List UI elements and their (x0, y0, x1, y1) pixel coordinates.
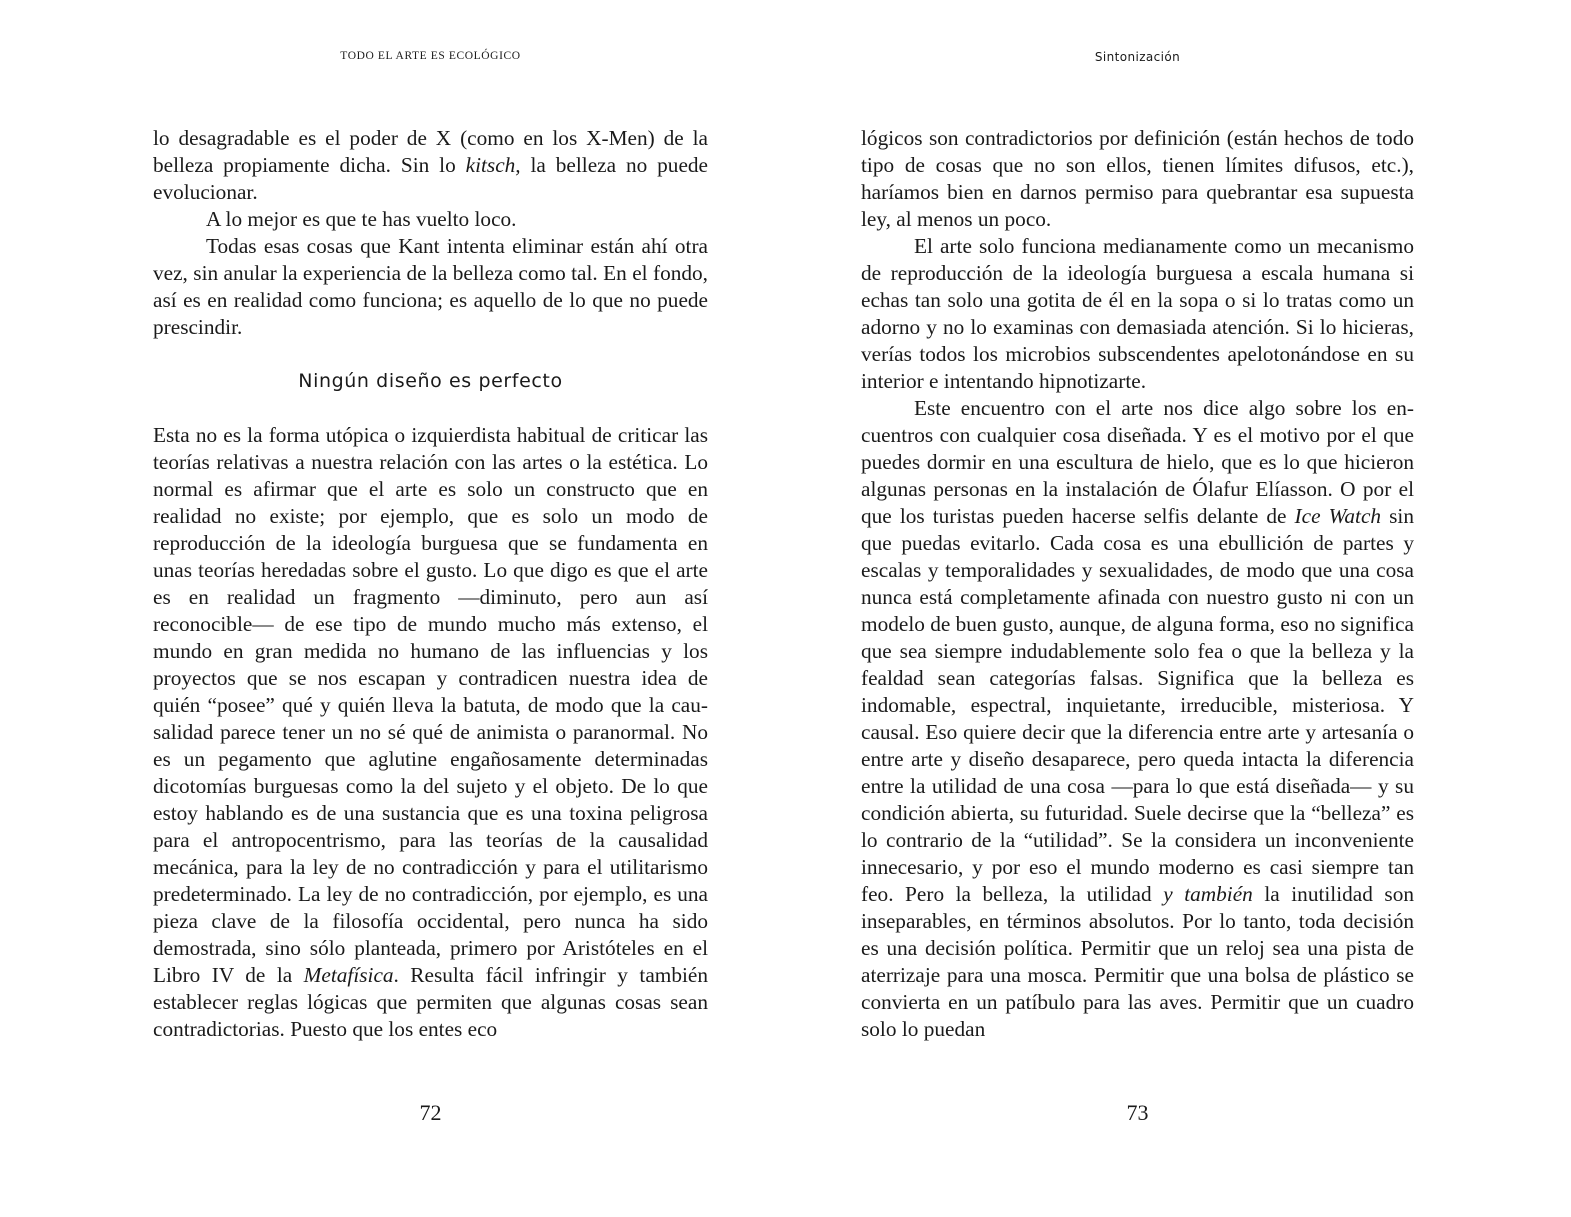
paragraph (153, 422, 708, 1043)
left-page-body (153, 125, 708, 1043)
italic-text: Ice Watch (1294, 504, 1382, 528)
paragraph: El arte solo funciona medianamente como un mecanismo de reproducción de la ideología burguesa a escala humana si echas tan solo una gotita de él en la sopa o si lo tratas como un adorno y no lo examinas con demasiada atención. Si lo hicieras, verías todos los microbios subscendentes apelotonándose en su interior e intentando hipnotizarte. (861, 234, 1414, 393)
italic-text: Metafísica (303, 963, 394, 987)
paragraph (153, 125, 708, 206)
section-heading: Ningún diseño es perfecto (298, 370, 563, 392)
italic-text: y también (1163, 882, 1253, 906)
running-head-book-title: TODO EL ARTE ES ECOLÓGICO (340, 50, 521, 62)
paragraph (861, 395, 1414, 1043)
text-run: la belleza no puede evolucionar. (153, 153, 709, 204)
right-page-body (861, 125, 1414, 1043)
paragraph: Todas esas cosas que Kant intenta eliminar están ahí otra vez, sin anular la experiencia de la belleza como tal. En el fondo, así es en realidad como funciona; es aquello de lo que no puede prescindir. (153, 234, 708, 339)
italic-text: kitsch, (465, 153, 521, 177)
text-run: sin que puedas evitarlo. Cada cosa es una ebullición de partes y escalas y temporalidades y sexualidades, de modo que una cosa nunca está completamente afinada con nuestro gusto ni con un modelo de buen gusto, aunque, de alguna forma, eso no significa que sea siempre indudablemente solo fea o que la belleza y la fealdad sean categorías falsas. Significa que la belleza es indomable, espectral, inquietante, irreducible, misteriosa. Y causal. Eso quiere decir que la diferencia entre arte y artesanía o entre arte y diseño desaparece, pero queda intacta la diferencia entre la utilidad de una cosa —para lo que está diseñada— y su condición abierta, su futuridad. Suele decirse que la “belleza” es lo contrario de la “utilidad”. Se la considera un inconveniente innecesario, y por eso el mundo moderno es casi siempre tan feo. Pero la belleza, la utilidad (861, 504, 1414, 906)
text-run: Este encuentro con el arte nos dice algo sobre los encuentros con cualquier cosa diseñada. Y es el motivo por el que puedes dormir en una escultura de hielo, que es lo que hicieron algunas personas en la instalación de Ólafur Elíasson. O por el que los turistas pueden hacerse selfis delante de (861, 396, 1414, 528)
running-head-chapter-title: Sintonización (1094, 50, 1181, 64)
text-run: lo desagradable es el poder de X (como en los X-Men) de la belleza propiamente dicha. Sin lo (153, 126, 708, 177)
right-page (861, 0, 1414, 1217)
text-run: la inutilidad son inseparables, en términos absolutos. Por lo tanto, toda decisión es una decisión política. Permitir que un reloj sea una pista de aterrizaje para una mosca. Permitir que una bolsa de plástico se convierta en un patíbulo para las aves. Permitir que un cuadro solo lo puedan (861, 882, 1415, 1041)
text-run: Esta no es la forma utópica o izquierdista habitual de criticar las teorías relativas a nuestra relación con las artes o la estética. Lo normal es afirmar que el arte es solo un constructo que en realidad no existe; por ejemplo, que es solo un modo de reproducción de la ideología burguesa que se fundamenta en unas teorías heredadas sobre el gusto. Lo que digo es que el arte es en realidad un fragmento —diminuto, pero aun así reconocible— de ese tipo de mundo mucho más extenso, el mundo en gran medida no humano de las influencias y los proyectos que se nos escapan y contradicen nuestra idea de quién “posee” qué y quién lleva la batuta, de modo que la causalidad parece tener un no sé qué de animista o paranormal. No es un pegamento que aglutine engañosamente determinadas dicotomías burguesas como la del sujeto y el objeto. De lo que estoy hablando es de una sustancia que es una toxina peligrosa para el antropocentrismo, para las teorías de la causalidad mecánica, para la ley de no contradicción y para el utilitarismo predeterminado. La ley de no contradicción, por ejemplo, es una pieza clave de la filosofía occidental, pero nunca ha sido demostrada, sino sólo planteada, primero por Aristóteles en el Libro IV de la (153, 423, 708, 987)
left-page (153, 0, 708, 1217)
page-number: 72 (419, 1100, 442, 1125)
page-number: 73 (1126, 1100, 1149, 1125)
paragraph: lógicos son contradictorios por definición (están hechos de todo tipo de cosas que no son ellos, tienen límites difusos, etc.), haríamos bien en darnos permiso para quebrantar esa supuesta ley, al menos un poco. (861, 126, 1414, 231)
text-run: . Resulta fácil infringir y también establecer reglas lógicas que permiten que algunas cosas sean contradictorias. Puesto que los entes eco (153, 963, 708, 1041)
paragraph: A lo mejor es que te has vuelto loco. (206, 207, 517, 231)
